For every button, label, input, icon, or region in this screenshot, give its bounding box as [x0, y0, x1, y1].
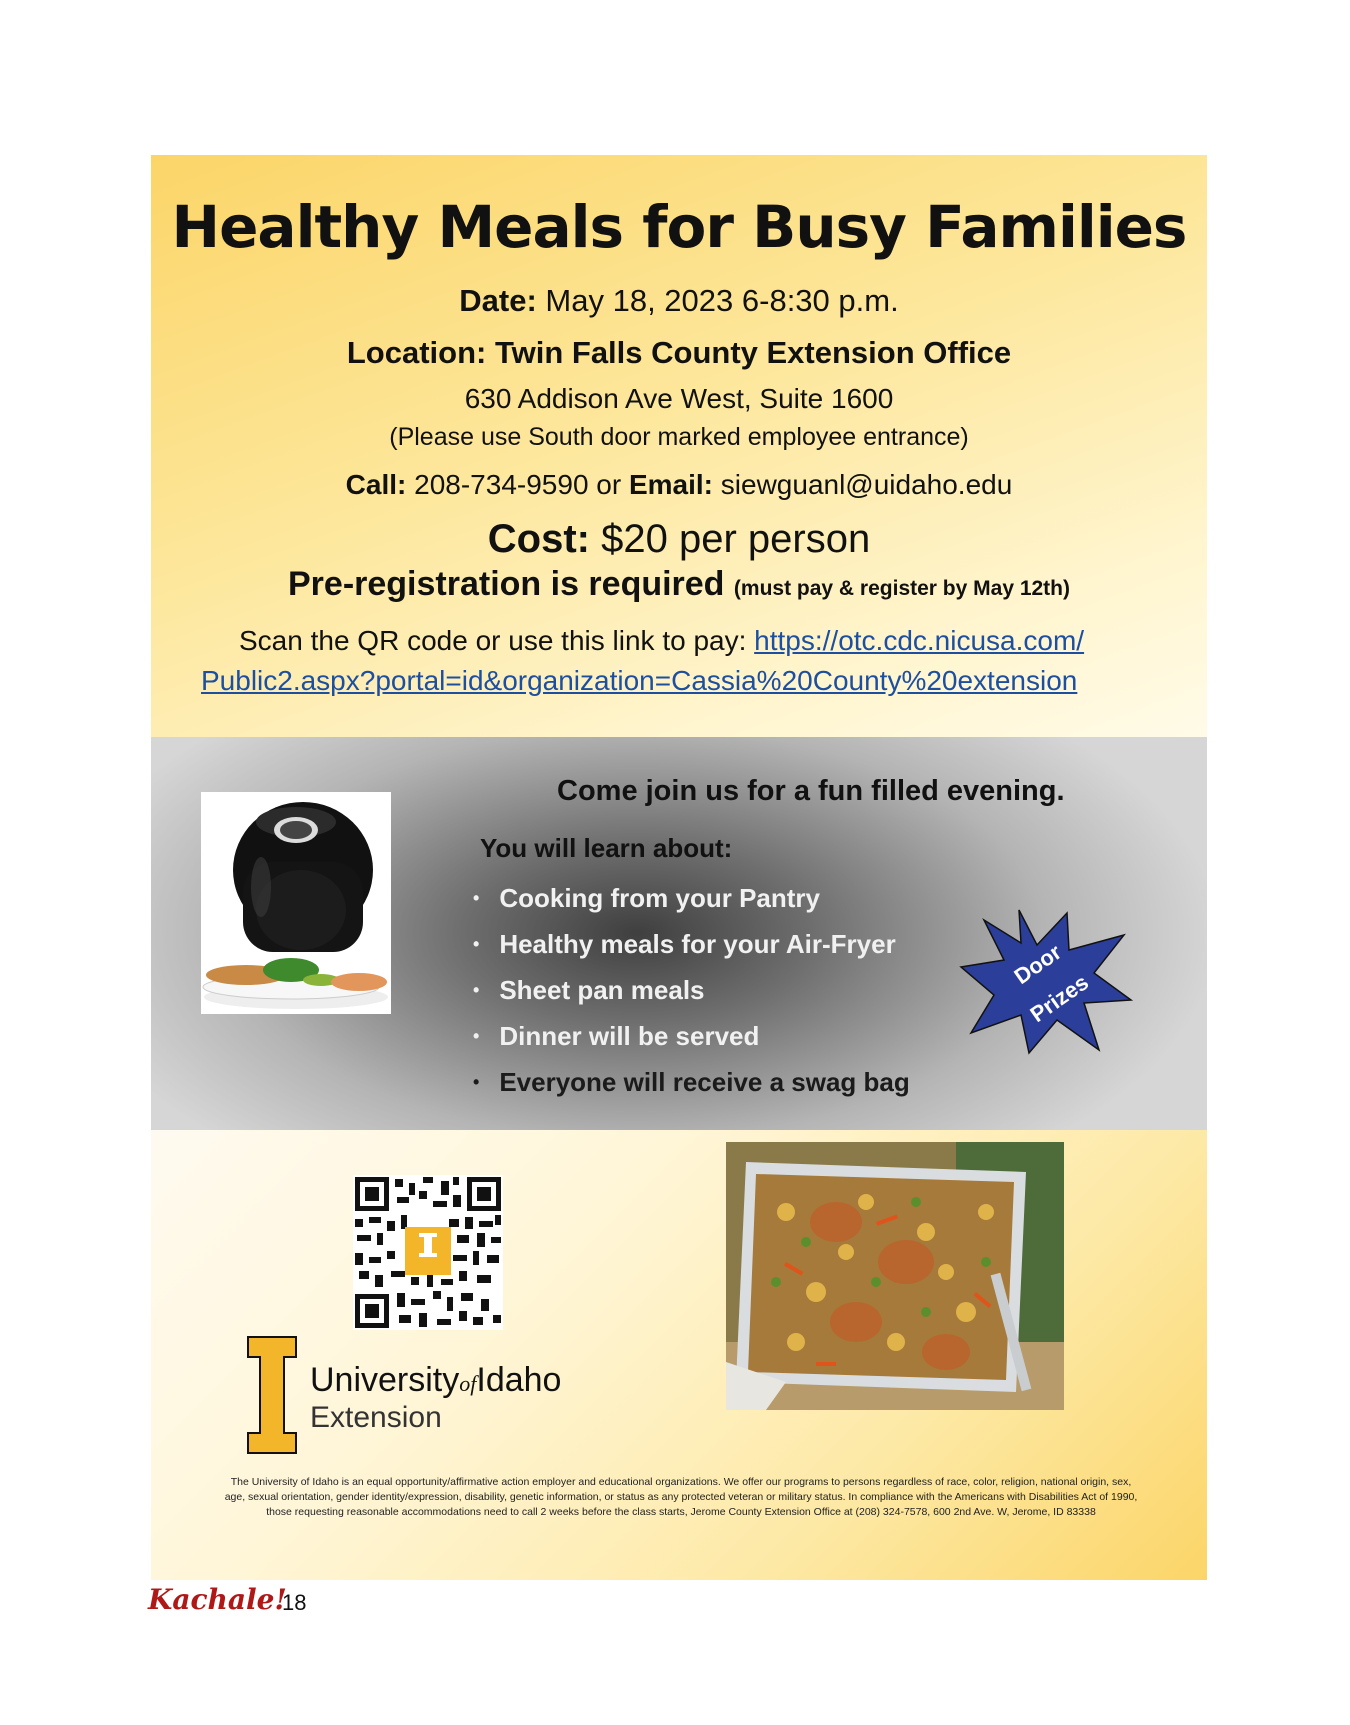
topic-list: [473, 875, 910, 1105]
air-fryer-image: [201, 792, 391, 1014]
university-of-idaho-logo: [246, 1335, 636, 1455]
payment-link-part1[interactable]: https://otc.cdc.nicusa.com/: [754, 625, 1085, 656]
payment-link-part2[interactable]: Public2.aspx?portal=id&organization=Cassia%20County%20extension: [201, 665, 1078, 696]
phone-number: 208-734-9590 or: [406, 469, 629, 500]
prereg-deadline: (must pay & register by May 12th): [733, 577, 1070, 600]
logo-extension: Extension: [310, 1401, 442, 1434]
list-item: • Everyone will receive a swag bag: [473, 1059, 910, 1105]
list-item: • Healthy meals for your Air-Fryer: [473, 921, 910, 967]
magazine-brand: Kachale!: [148, 1583, 287, 1616]
event-address: 630 Addison Ave West, Suite 1600: [464, 383, 894, 414]
logo-university: University: [310, 1361, 460, 1399]
call-label: Call:: [345, 469, 407, 500]
page-number: 18: [282, 1590, 307, 1615]
list-item: • Cooking from your Pantry: [473, 875, 910, 921]
door-prizes-badge: [959, 905, 1134, 1055]
badge-line-2: Prizes: [1025, 969, 1093, 1028]
door-note: (Please use South door marked employee entrance): [389, 423, 969, 451]
cost-value: $20 per person: [590, 517, 871, 561]
date-value: May 18, 2023 6-8:30 p.m.: [536, 283, 899, 318]
preregistration-notice: [151, 565, 1207, 604]
sheet-pan-meal-image: [726, 1142, 1064, 1410]
event-cost: [151, 517, 1207, 562]
cost-label: Cost:: [487, 517, 590, 561]
date-label: Date:: [459, 283, 537, 318]
logo-of: of: [459, 1371, 477, 1396]
section-headline: Come join us for a fun filled evening.: [557, 775, 1065, 807]
contact-line: [151, 469, 1207, 501]
flyer-title: Healthy Meals for Busy Families: [171, 193, 1187, 261]
flyer-footer-section: [151, 1130, 1207, 1580]
flyer-header-section: [151, 155, 1207, 737]
scan-text: Scan the QR code or use this link to pay:: [239, 625, 755, 656]
prereg-text: Pre-registration is required: [288, 565, 734, 603]
logo-idaho: Idaho: [476, 1361, 562, 1399]
event-flyer: [151, 155, 1207, 1580]
badge-line-1: Door: [1009, 939, 1066, 990]
qr-code[interactable]: [353, 1175, 503, 1330]
list-item: • Sheet pan meals: [473, 967, 910, 1013]
location-label: Location:: [346, 335, 487, 370]
flyer-details-section: [151, 737, 1207, 1130]
location-value: Twin Falls County Extension Office: [486, 335, 1012, 370]
legal-disclaimer: The University of Idaho is an equal opportunity/affirmative action employer and educational organizations. We offer our programs to persons regardless of race, color, religion, national origin, sex, age, sexual orientation, gender identity/expression, disability, genetic information, or status as any protected veteran or military status. In compliance with the Americans with Disabilities Act of 1990, those requesting reasonable accommodations need to call 2 weeks before the class starts, Jerome County Extension Office at (208) 324-7578, 600 2nd Ave. W, Jerome, ID 83338: [224, 1476, 1138, 1518]
event-location: [151, 335, 1207, 371]
email-label: Email:: [628, 469, 713, 500]
email-address: siewguanl@uidaho.edu: [713, 469, 1013, 500]
svg-text:UniversityofIdaho: [310, 1361, 561, 1399]
payment-instructions: [239, 625, 1084, 657]
list-item: • Dinner will be served: [473, 1013, 910, 1059]
learn-heading: You will learn about:: [480, 833, 733, 863]
event-date: [151, 283, 1207, 319]
